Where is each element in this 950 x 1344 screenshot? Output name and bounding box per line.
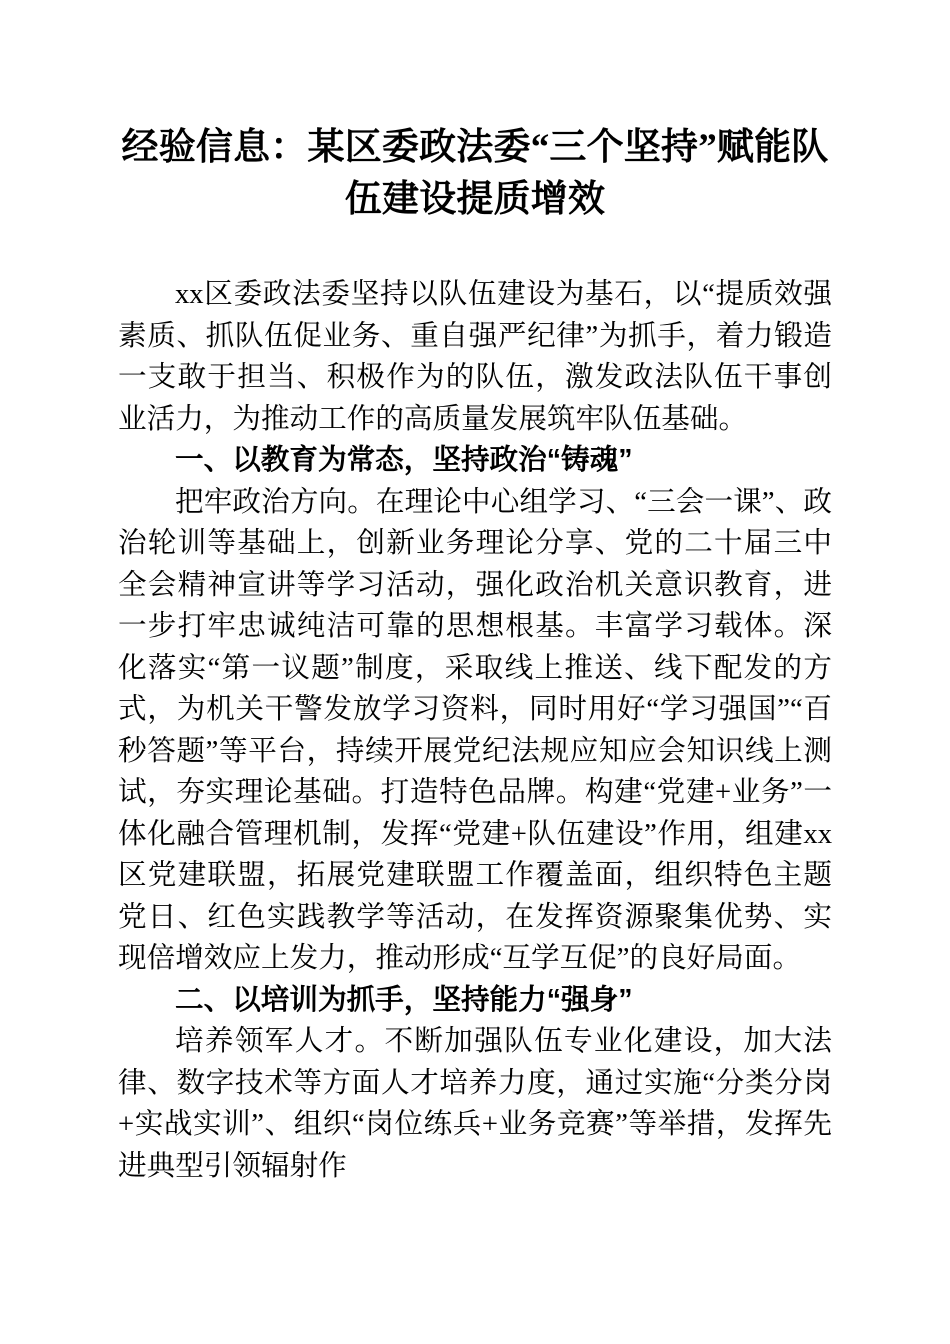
section-two-paragraph: 培养领军人才。不断加强队伍专业化建设，加大法律、数字技术等方面人才培养力度，通过实施“分类分岗+实战实训”、组织“岗位练兵+业务竞赛”等举措，发挥先进典型引领辐射作 [118, 1026, 832, 1182]
title-body-spacer [118, 226, 832, 274]
section-heading-one: 一、以教育为常态，坚持政治“铸魂” [175, 444, 633, 476]
intro-paragraph: xx区委政法委坚持以队伍建设为基石，以“提质效强素质、抓队伍促业务、重自强严纪律”为抓手，着力锻造一支敢于担当、积极作为的队伍，激发政法队伍干事创业活力，为推动工作的高质量发展筑牢队伍基础。 [118, 279, 832, 435]
document-content-column [118, 0, 832, 1187]
section-heading-two: 二、以培训为抓手，坚持能力“强身” [175, 983, 633, 1016]
section-one-paragraph: 把牢政治方向。在理论中心组学习、“三会一课”、政治轮训等基础上，创新业务理论分享、党的二十届三中全会精神宣讲等学习活动，强化政治机关意识教育，进一步打牢忠诚纯洁可靠的思想根基。丰富学习载体。深化落实“第一议题”制度，采取线上推送、线下配发的方式，为机关干警发放学习资料，同时用好“学习强国”“百秒答题”等平台，持续开展党纪法规应知应会知识线上测试，夯实理论基础。打造特色品牌。构建“党建+业务”一体化融合管理机制，发挥“党建+队伍建设”作用，组建xx区党建联盟，拓展党建联盟工作覆盖面，组织特色主题党日、红色实践教学等活动，在发挥资源聚集优势、实现倍增效应上发力，推动形成“互学互促”的良好局面。 [118, 486, 832, 974]
page-title: 经验信息：某区委政法委“三个坚持”赋能队伍建设提质增效 [121, 127, 829, 220]
